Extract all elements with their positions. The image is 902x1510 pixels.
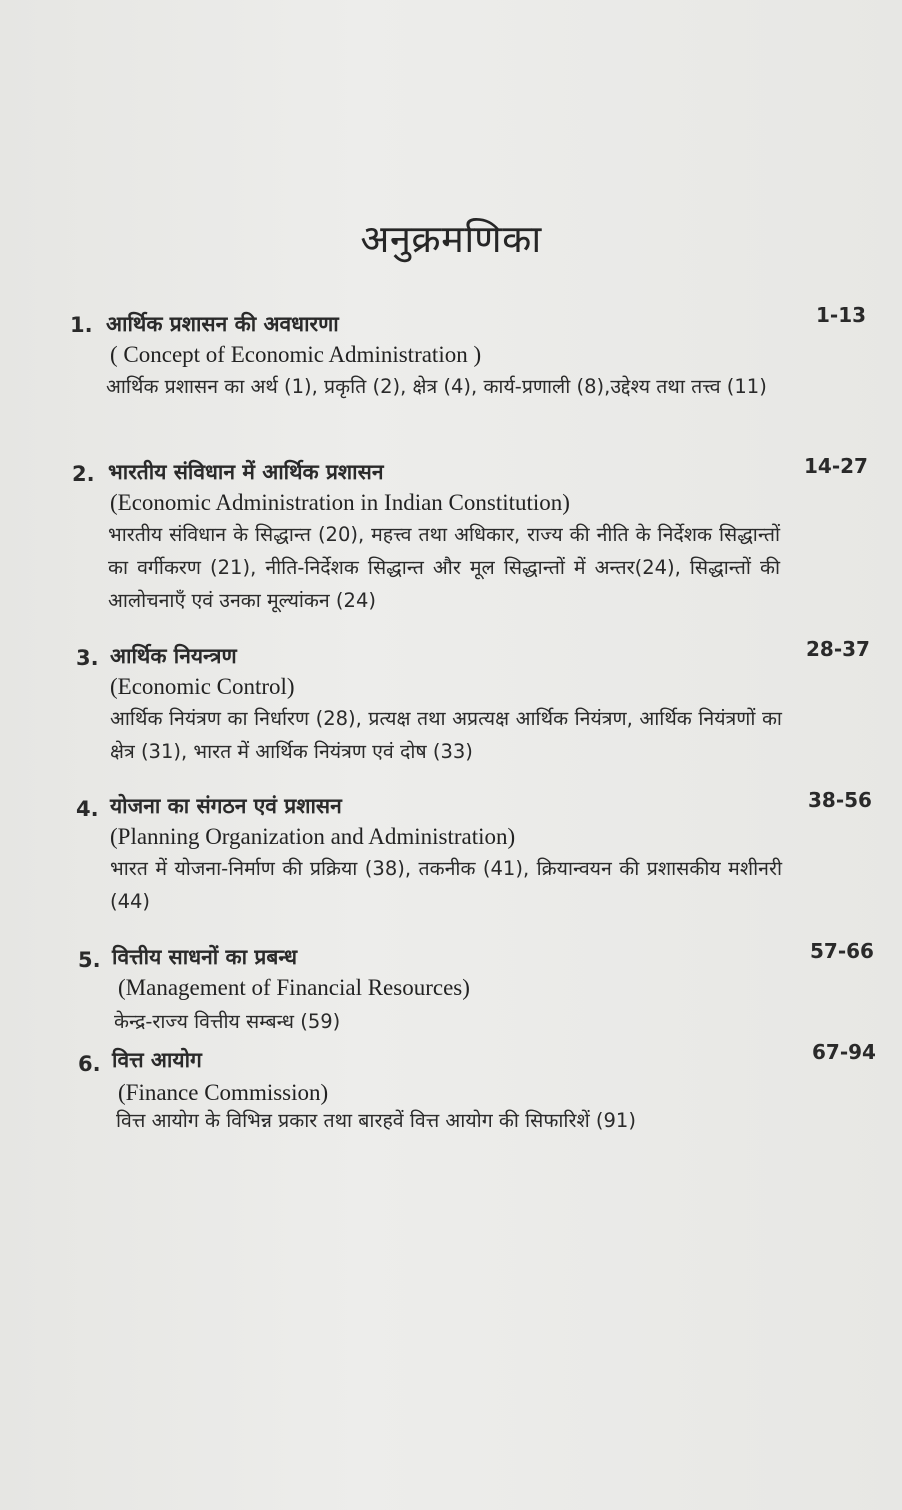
entry-heading: भारतीय संविधान में आर्थिक प्रशासन	[108, 460, 384, 484]
entry-number: 4.	[76, 797, 99, 821]
entry-number: 2.	[72, 462, 95, 486]
entry-heading: वित्तीय साधनों का प्रबन्ध	[112, 945, 298, 969]
entry-heading: आर्थिक प्रशासन की अवधारणा	[106, 312, 339, 336]
entry-page-range: 38-56	[808, 788, 872, 812]
entry-page-range: 28-37	[806, 637, 870, 661]
page-title: अनुक्रमणिका	[360, 217, 542, 261]
entry-heading: योजना का संगठन एवं प्रशासन	[110, 794, 342, 818]
entry-page-range: 67-94	[812, 1040, 876, 1064]
entry-description: आर्थिक नियंत्रण का निर्धारण (28), प्रत्यक्ष तथा अप्रत्यक्ष आर्थिक नियंत्रण, आर्थिक नियंत्रणों का क्षेत्र (31), भारत में आर्थिक नियंत्रण एवं दोष (33)	[110, 707, 782, 763]
entry-description: भारतीय संविधान के सिद्धान्त (20), महत्त्व तथा अधिकार, राज्य की नीति के निर्देशक सिद्धान्तों का वर्गीकरण (21), नीति-निर्देशक सिद्धान्त और मूल सिद्धान्तों में अन्तर(24), सिद्धान्तों की आलोचनाएँ एवं उनका मूल्यांकन (24)	[108, 523, 780, 612]
entry-number: 6.	[78, 1052, 101, 1076]
entry-description: केन्द्र-राज्य वित्तीय सम्बन्ध (59)	[114, 1010, 341, 1033]
entry-page-range: 14-27	[804, 454, 868, 478]
entry-english-title: (Economic Administration in Indian Constitution)	[110, 490, 570, 515]
entry-number: 3.	[76, 646, 99, 670]
entry-english-title: ( Concept of Economic Administration )	[110, 342, 482, 367]
entry-english-title: (Planning Organization and Administration)	[110, 824, 516, 849]
entry-page-range: 1-13	[816, 303, 867, 327]
entry-page-range: 57-66	[810, 939, 874, 963]
entry-english-title: (Finance Commission)	[118, 1080, 329, 1105]
entry-heading: आर्थिक नियन्त्रण	[110, 644, 237, 668]
entry-number: 1.	[70, 313, 93, 337]
entry-english-title: (Economic Control)	[110, 674, 295, 699]
entry-description: वित्त आयोग के विभिन्न प्रकार तथा बारहवें वित्त आयोग की सिफारिशें (91)	[116, 1109, 636, 1132]
entry-heading: वित्त आयोग	[112, 1048, 202, 1072]
entry-number: 5.	[78, 948, 101, 972]
entry-english-title: (Management of Financial Resources)	[118, 975, 470, 1000]
entry-description: आर्थिक प्रशासन का अर्थ (1), प्रकृति (2), क्षेत्र (4), कार्य-प्रणाली (8),उद्देश्य तथा तत्त्व (11)	[106, 375, 767, 398]
entry-description: भारत में योजना-निर्माण की प्रक्रिया (38), तकनीक (41), क्रियान्वयन की प्रशासकीय मशीनरी (44)	[110, 857, 782, 913]
